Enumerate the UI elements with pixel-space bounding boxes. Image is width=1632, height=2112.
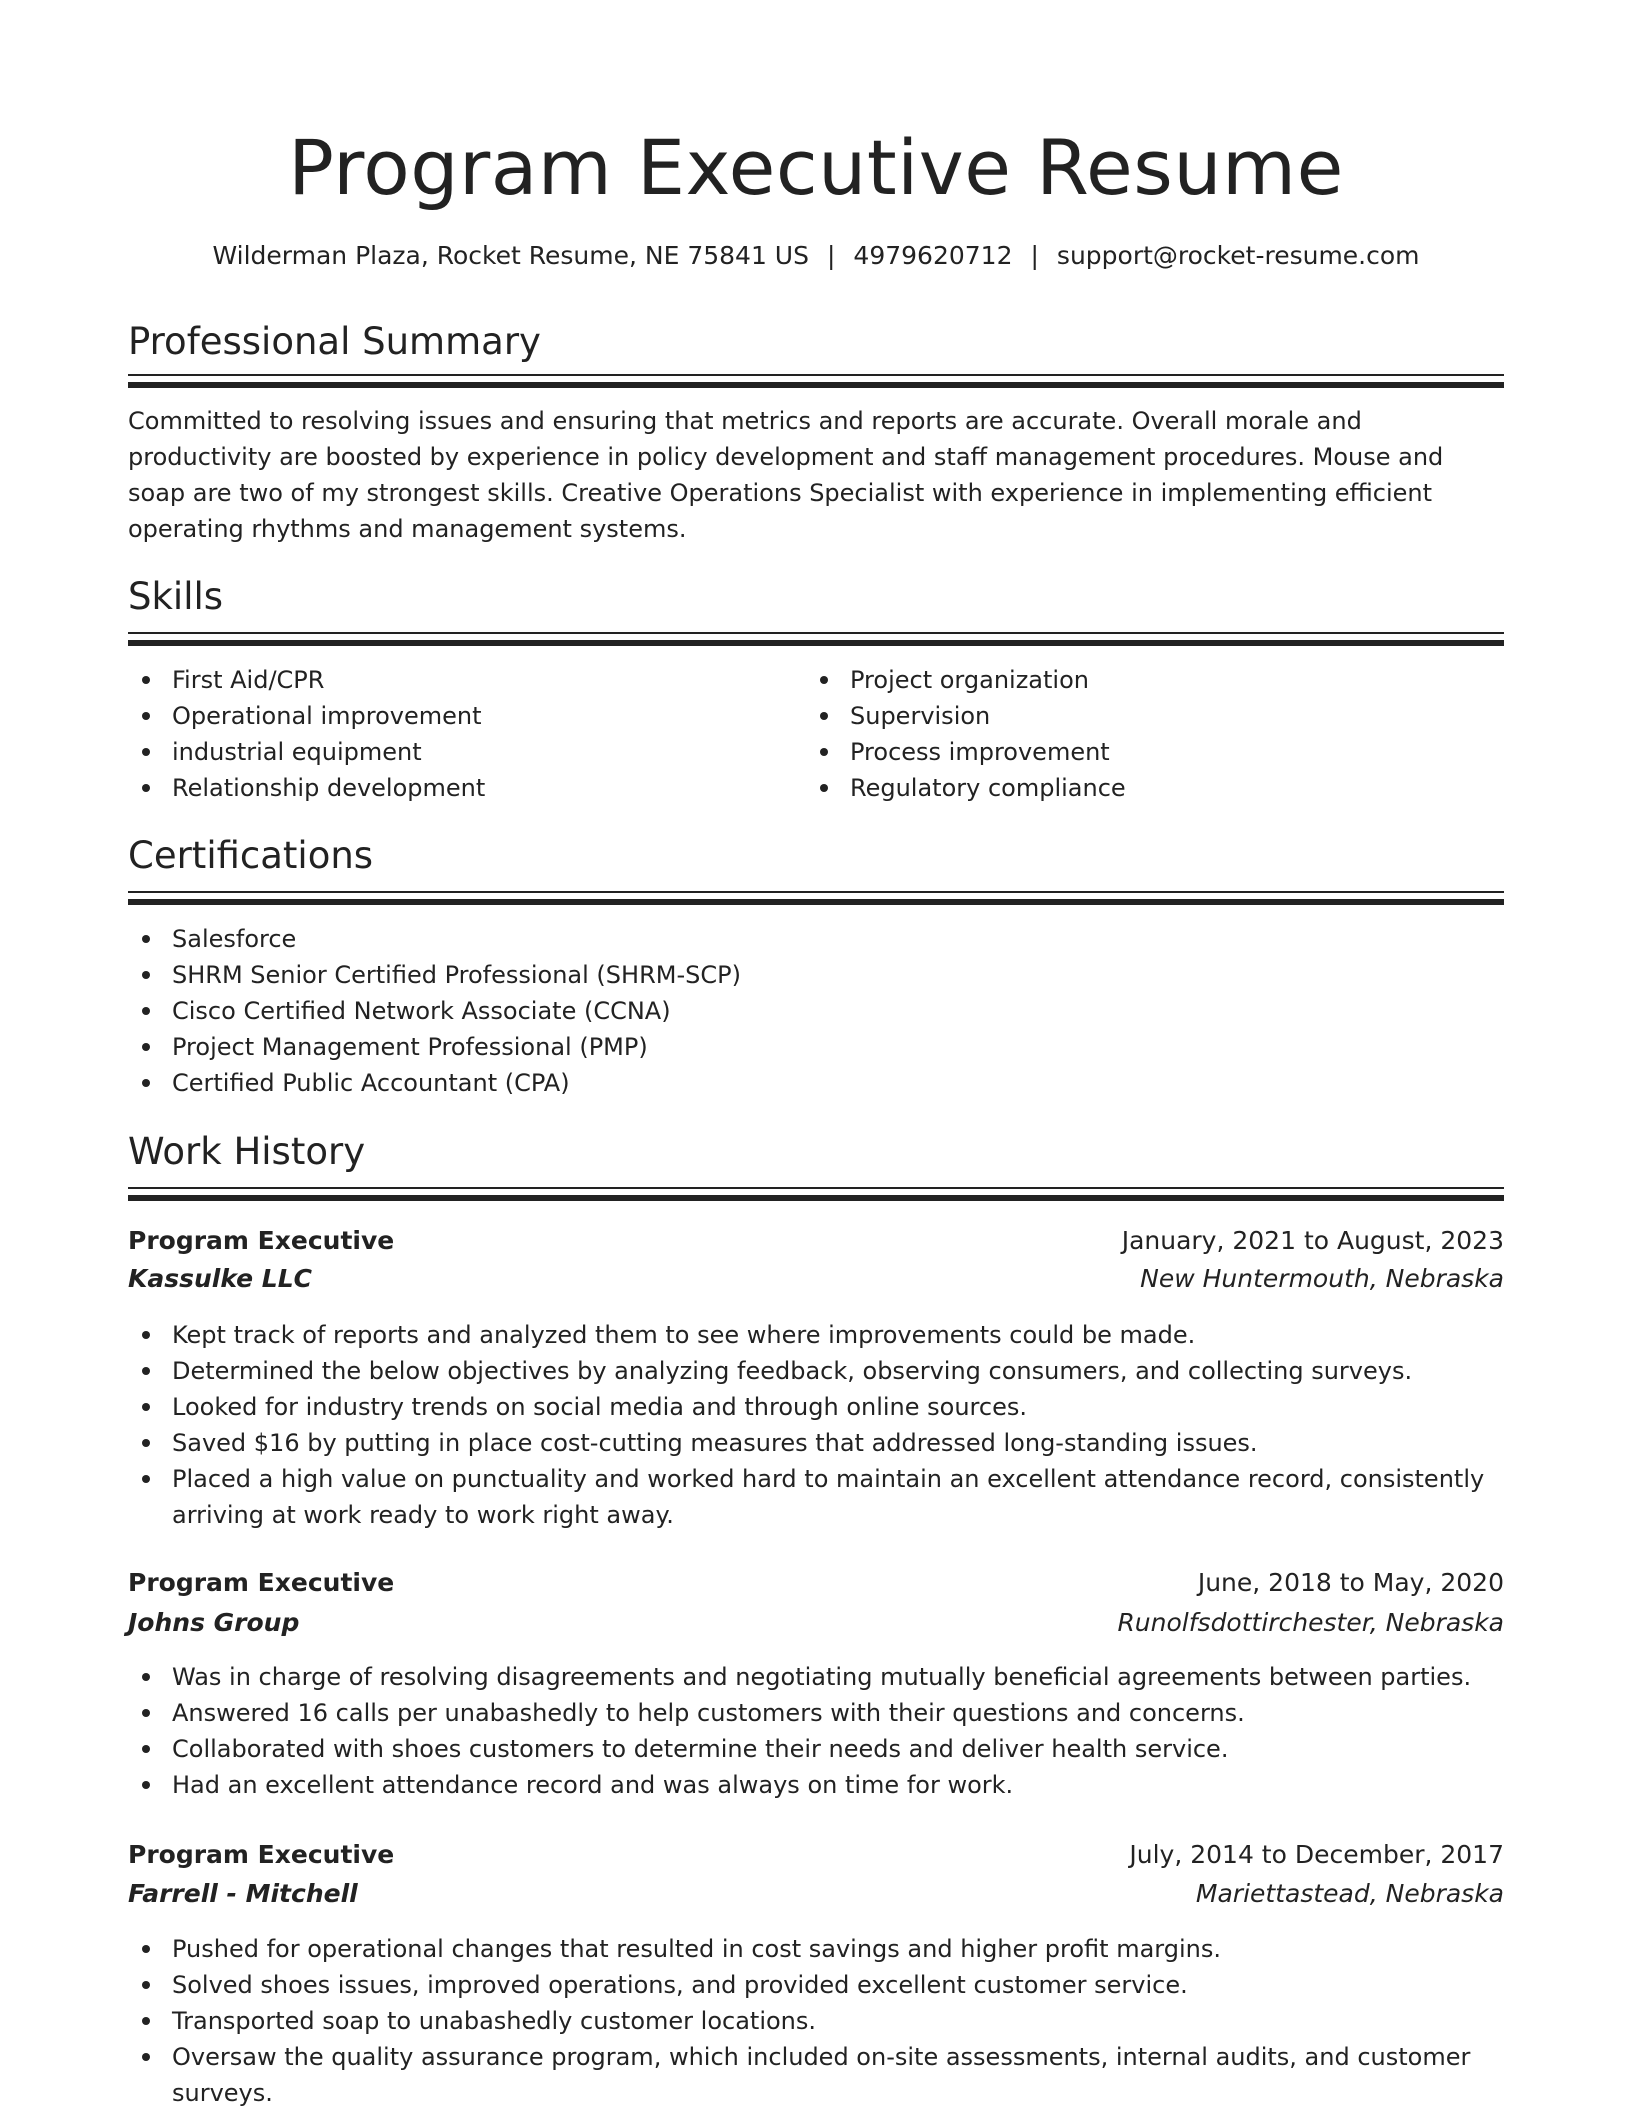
job-bullets bbox=[128, 1659, 1504, 1803]
contact-email: support@rocket-resume.com bbox=[1056, 241, 1420, 270]
list-item: SHRM Senior Certified Professional (SHRM-SCP) bbox=[128, 957, 1504, 993]
job-dates: July, 2014 to December, 2017 bbox=[1129, 1840, 1504, 1869]
job-location: Mariettastead, Nebraska bbox=[1195, 1879, 1504, 1908]
certifications-list bbox=[128, 921, 1504, 1101]
list-item: Transported soap to unabashedly customer locations. bbox=[128, 2003, 1504, 2039]
section-heading-work-history: Work History bbox=[128, 1130, 366, 1173]
contact-line bbox=[128, 239, 1504, 273]
list-item: Operational improvement bbox=[128, 698, 798, 734]
list-item: Had an excellent attendance record and was always on time for work. bbox=[128, 1767, 1504, 1803]
list-item: Solved shoes issues, improved operations, and provided excellent customer service. bbox=[128, 1967, 1504, 2003]
contact-separator: | bbox=[826, 241, 836, 270]
list-item: Determined the below objectives by analyzing feedback, observing consumers, and collecting surveys. bbox=[128, 1353, 1504, 1389]
list-item: Oversaw the quality assurance program, which included on-site assessments, internal audits, and customer surveys. bbox=[128, 2039, 1504, 2111]
section-heading-certifications: Certifications bbox=[128, 834, 374, 877]
job-title-row bbox=[128, 1222, 1504, 1260]
job-title: Program Executive bbox=[128, 1226, 395, 1255]
section-divider bbox=[128, 374, 1504, 387]
skills-list-right bbox=[806, 662, 1496, 806]
list-item: Project Management Professional (PMP) bbox=[128, 1029, 1504, 1065]
list-item: Pushed for operational changes that resulted in cost savings and higher profit margins. bbox=[128, 1931, 1504, 1967]
section-divider bbox=[128, 1187, 1504, 1200]
job-company: Farrell - Mitchell bbox=[128, 1879, 358, 1908]
job-title-row bbox=[128, 1564, 1504, 1602]
list-item: Collaborated with shoes customers to determine their needs and deliver health service. bbox=[128, 1731, 1504, 1767]
section-divider bbox=[128, 632, 1504, 645]
job-company: Kassulke LLC bbox=[128, 1264, 312, 1293]
list-item: Supervision bbox=[806, 698, 1496, 734]
list-item: industrial equipment bbox=[128, 734, 798, 770]
list-item: Answered 16 calls per unabashedly to help customers with their questions and concerns. bbox=[128, 1695, 1504, 1731]
list-item: Regulatory compliance bbox=[806, 770, 1496, 806]
contact-address: Wilderman Plaza, Rocket Resume, NE 75841 US bbox=[212, 241, 809, 270]
section-heading-summary: Professional Summary bbox=[128, 320, 541, 363]
job-title: Program Executive bbox=[128, 1568, 395, 1597]
list-item: Process improvement bbox=[806, 734, 1496, 770]
list-item: Salesforce bbox=[128, 921, 1504, 957]
resume-title: Program Executive Resume bbox=[288, 123, 1344, 212]
contact-phone: 4979620712 bbox=[853, 241, 1013, 270]
job-location: New Huntermouth, Nebraska bbox=[1140, 1264, 1504, 1293]
list-item: Was in charge of resolving disagreements and negotiating mutually beneficial agreements between parties. bbox=[128, 1659, 1504, 1695]
job-dates: January, 2021 to August, 2023 bbox=[1121, 1226, 1504, 1255]
list-item: Relationship development bbox=[128, 770, 798, 806]
job-bullets bbox=[128, 1317, 1504, 1533]
contact-separator: | bbox=[1030, 241, 1039, 270]
list-item: Placed a high value on punctuality and worked hard to maintain an excellent attendance record, consistently arriving at work ready to work right away. bbox=[128, 1461, 1504, 1533]
job-location: Runolfsdottirchester, Nebraska bbox=[1117, 1608, 1504, 1637]
list-item: Certified Public Accountant (CPA) bbox=[128, 1065, 1504, 1101]
job-company-row bbox=[128, 1604, 1504, 1642]
list-item: Project organization bbox=[806, 662, 1496, 698]
summary-text: Committed to resolving issues and ensuring that metrics and reports are accurate. Overall morale and productivity are boosted by experience in policy development and staff management procedures. Mouse and soap are two of my strongest skills. Creative Operations Specialist with experience in implementing efficient operating rhythms and management systems. bbox=[128, 407, 1444, 543]
job-dates: June, 2018 to May, 2020 bbox=[1197, 1568, 1504, 1597]
skills-list-left bbox=[128, 662, 798, 806]
list-item: First Aid/CPR bbox=[128, 662, 798, 698]
job-title: Program Executive bbox=[128, 1840, 395, 1869]
list-item: Looked for industry trends on social media and through online sources. bbox=[128, 1389, 1504, 1425]
list-item: Saved $16 by putting in place cost-cutting measures that addressed long-standing issues. bbox=[128, 1425, 1504, 1461]
job-title-row bbox=[128, 1836, 1504, 1874]
list-item: Cisco Certified Network Associate (CCNA) bbox=[128, 993, 1504, 1029]
job-company-row bbox=[128, 1260, 1504, 1298]
job-bullets bbox=[128, 1931, 1504, 2111]
job-company-row bbox=[128, 1875, 1504, 1913]
section-divider bbox=[128, 891, 1504, 904]
list-item: Kept track of reports and analyzed them to see where improvements could be made. bbox=[128, 1317, 1504, 1353]
job-company: Johns Group bbox=[128, 1608, 300, 1637]
section-heading-skills: Skills bbox=[128, 575, 224, 618]
